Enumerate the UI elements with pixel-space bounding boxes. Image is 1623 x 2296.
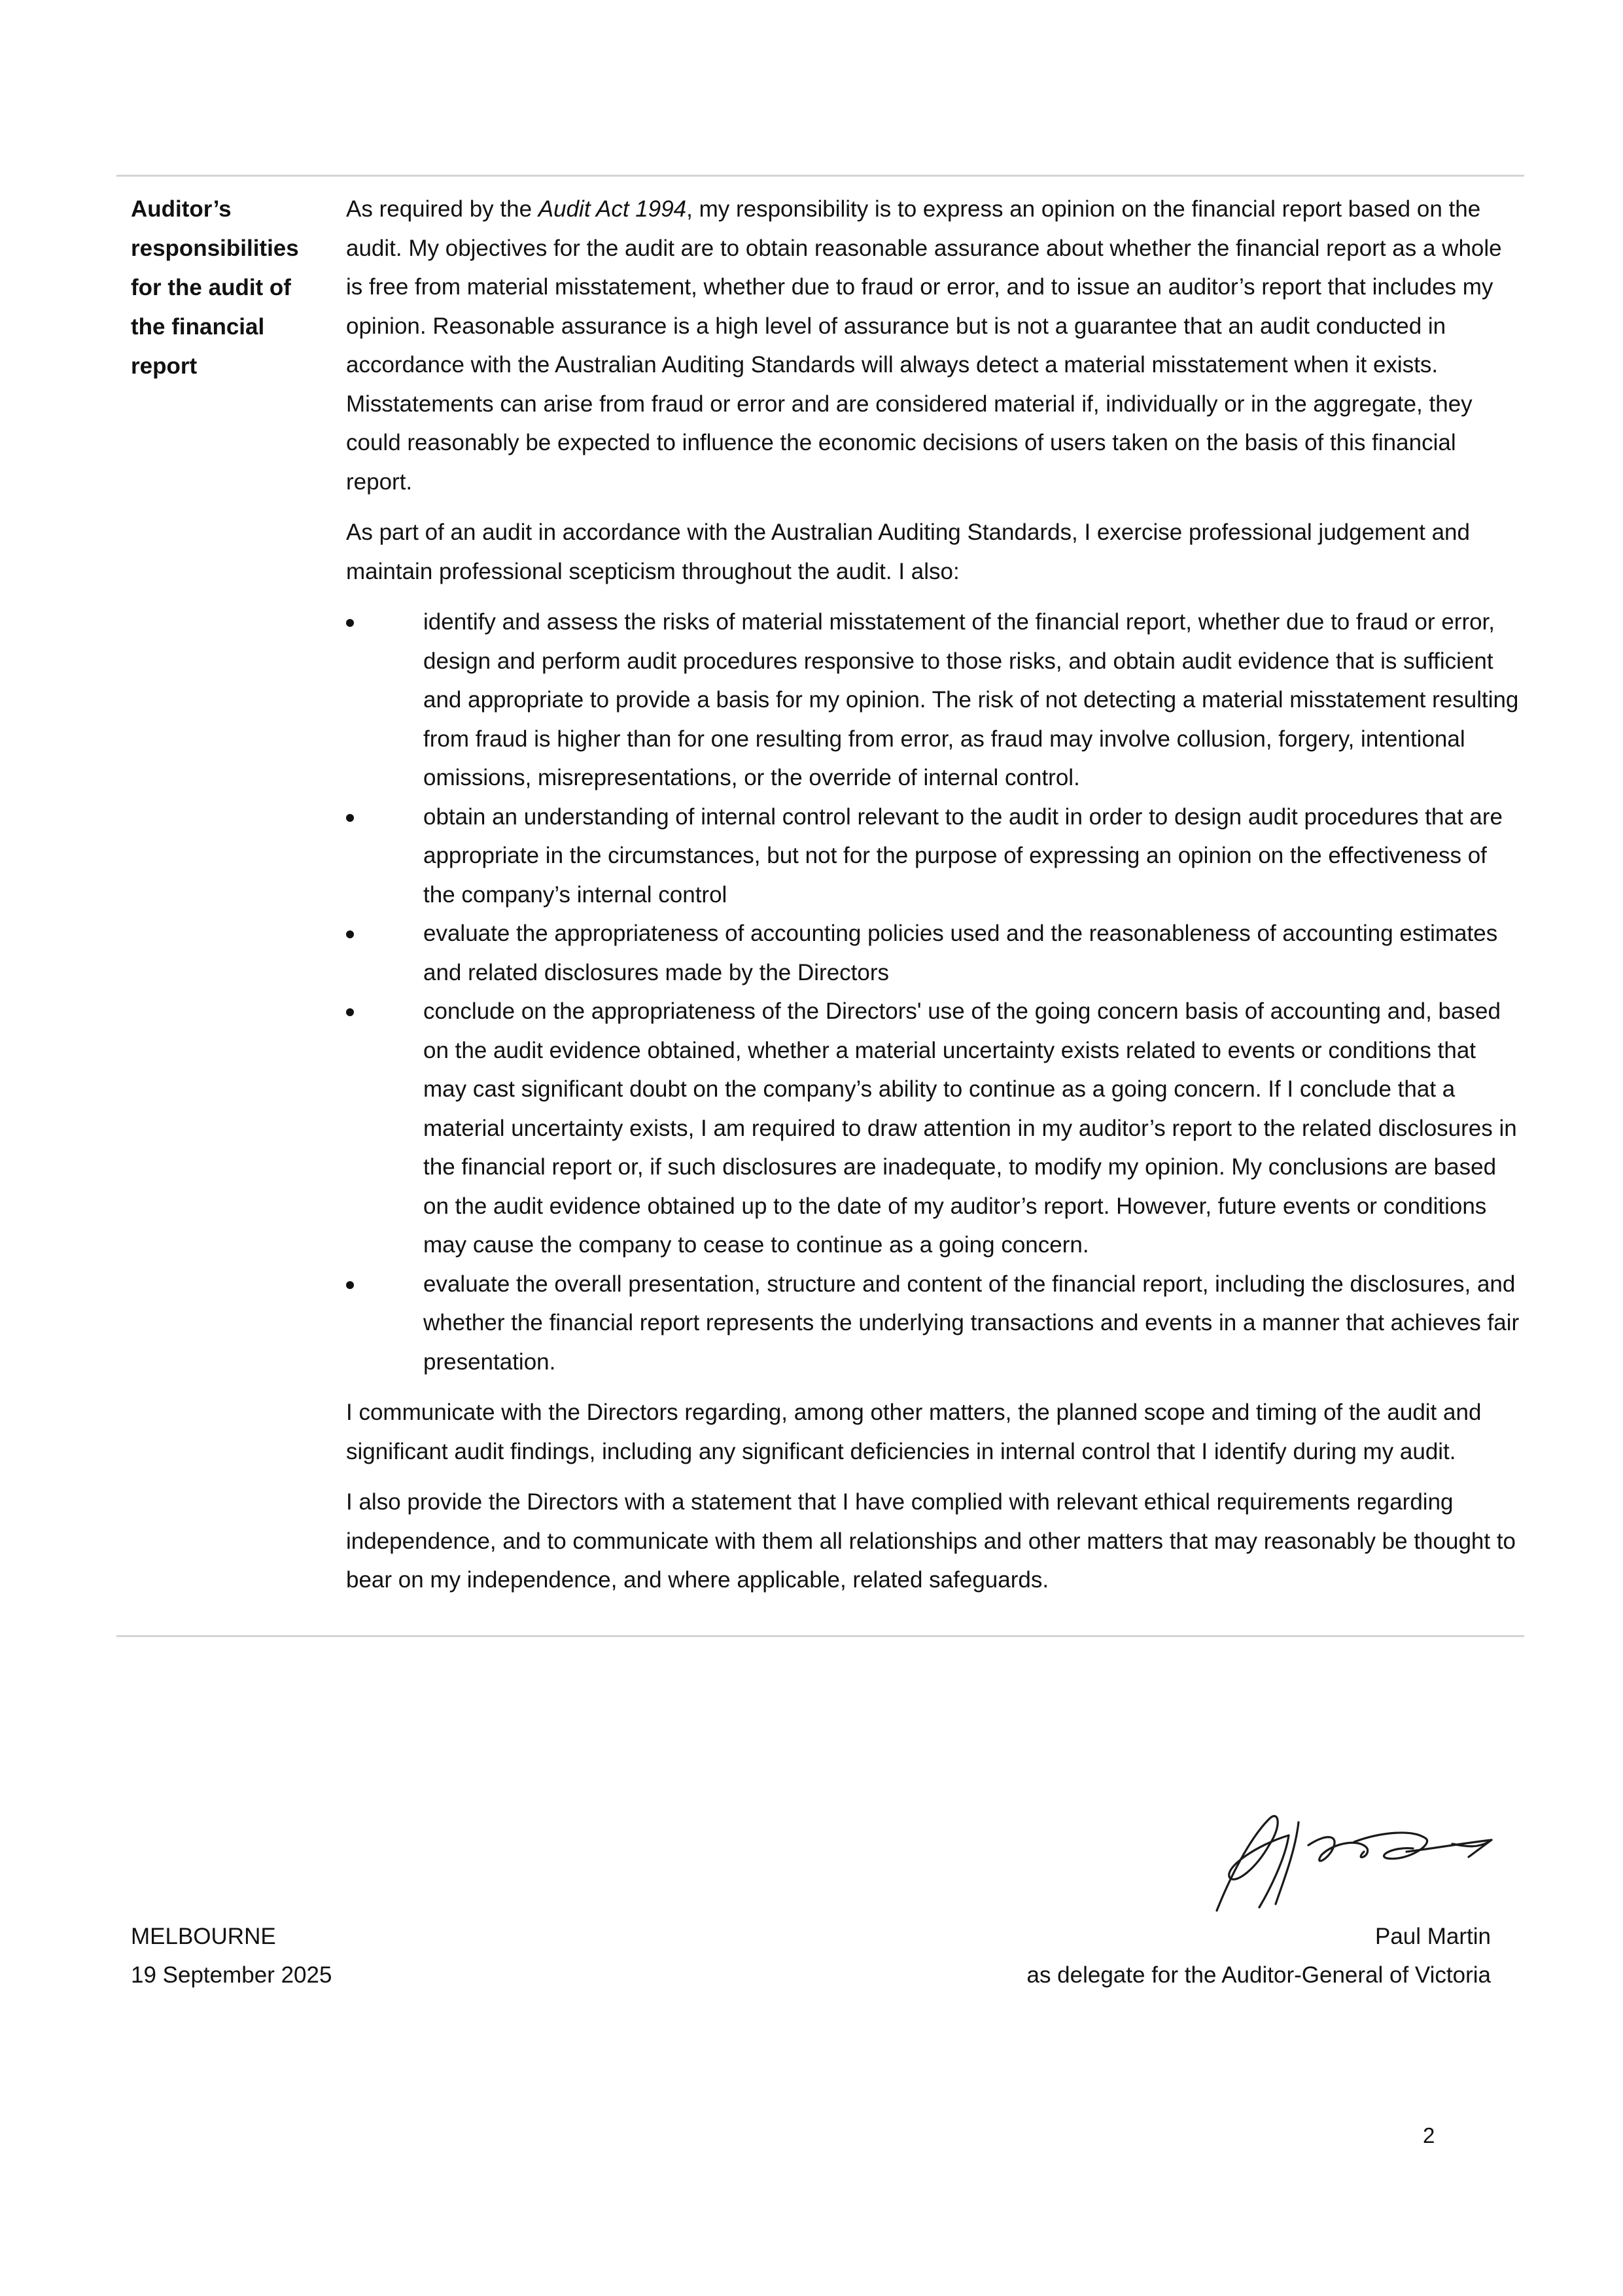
signoff-location-date: [131, 1917, 332, 1994]
paragraph-responsibility: [346, 190, 1524, 501]
heading-line: for the audit of: [131, 275, 291, 300]
heading-line: the financial: [131, 314, 265, 340]
bullet-icon: [346, 930, 354, 938]
list-item: [346, 1265, 1524, 1382]
audit-procedures-list: [346, 603, 1524, 1381]
list-item-text: evaluate the appropriateness of accounting policies used and the reasonableness of accounting estimates and related disclosures made by the Directors: [423, 921, 1498, 985]
list-item: [346, 914, 1524, 992]
paragraph-text: As required by the: [346, 196, 538, 222]
list-item: [346, 603, 1524, 798]
signatory-name: Paul Martin: [1374, 1924, 1491, 1949]
signoff-signatory: [1026, 1917, 1491, 1994]
section-heading: [116, 190, 346, 1612]
list-item: [346, 798, 1524, 915]
bullet-icon: [346, 814, 354, 822]
signatory-role: as delegate for the Auditor-General of Victoria: [1026, 1962, 1491, 1988]
bullet-icon: [346, 619, 354, 627]
list-item-text: conclude on the appropriateness of the Directors' use of the going concern basis of accounting and, based on the audit evidence obtained, whether a material uncertainty exists related to events or conditions that may cast significant doubt on the company’s ability to continue as a going concern. If I conclude that a material uncertainty exists, I am required to draw attention in my auditor’s report to the related disclosures in the financial report or, if such disclosures are inadequate, to modify my opinion. My conclusions are based on the audit evidence obtained up to the date of my auditor’s report. However, future events or conditions may cause the company to cease to continue as a going concern.: [423, 998, 1517, 1258]
section-body: [346, 190, 1524, 1612]
heading-line: report: [131, 353, 198, 379]
paragraph-audit-approach: As part of an audit in accordance with the Australian Auditing Standards, I exercise professional judgement and maintain professional scepticism throughout the audit. I also:: [346, 520, 1470, 584]
signature-image: [1191, 1806, 1505, 1917]
list-item-text: identify and assess the risks of material misstatement of the financial report, whether due to fraud or error, design and perform audit procedures responsive to those risks, and obtain audit evidence that is sufficient and appropriate to provide a basis for my opinion. The risk of not detecting a material misstatement resulting from fraud is higher than for one resulting from error, as fraud may involve collusion, forgery, intentional omissions, misrepresentations, or the override of internal control.: [423, 609, 1519, 790]
paragraph-independence: I also provide the Directors with a statement that I have complied with relevant ethical requirements regarding independence, and to communicate with them all relationships and other matters that may reasonably be thought to bear on my independence, and where applicable, related safeguards.: [346, 1489, 1516, 1593]
signoff-date: 19 September 2025: [131, 1962, 332, 1988]
act-title: Audit Act 1994: [538, 196, 687, 222]
heading-line: Auditor’s: [131, 196, 232, 222]
list-item: [346, 992, 1524, 1265]
auditor-responsibilities-section: [116, 175, 1524, 1637]
list-item-text: obtain an understanding of internal control relevant to the audit in order to design audit procedures that are appropriate in the circumstances, but not for the purpose of expressing an opinion on the effectiveness of the company’s internal control: [423, 804, 1503, 908]
bullet-icon: [346, 1008, 354, 1016]
signoff-city: MELBOURNE: [131, 1924, 276, 1949]
bullet-icon: [346, 1281, 354, 1289]
paragraph-text: , my responsibility is to express an opinion on the financial report based on the audit. My objectives for the audit are to obtain reasonable assurance about whether the financial report as a whole is free from material misstatement, whether due to fraud or error, and to issue an auditor’s report that includes my opinion. Reasonable assurance is a high level of assurance but is not a guarantee that an audit conducted in accordance with the Australian Auditing Standards will always detect a material misstatement when it exists. Misstatements can arise from fraud or error and are considered material if, individually or in the aggregate, they could reasonably be expected to influence the economic decisions of users taken on the basis of this financial report.: [346, 196, 1502, 495]
paragraph-communication: I communicate with the Directors regarding, among other matters, the planned scope and timing of the audit and significant audit findings, including any significant deficiencies in internal control that I identify during my audit.: [346, 1400, 1482, 1464]
heading-line: responsibilities: [131, 236, 299, 261]
page-number: 2: [1423, 2123, 1435, 2147]
list-item-text: evaluate the overall presentation, structure and content of the financial report, including the disclosures, and whether the financial report represents the underlying transactions and events in a manner that achieves fair presentation.: [423, 1271, 1520, 1375]
